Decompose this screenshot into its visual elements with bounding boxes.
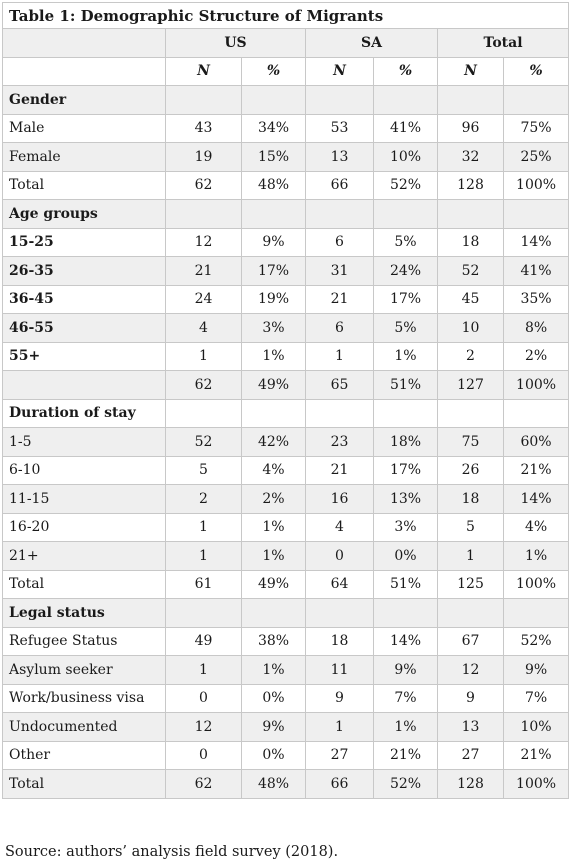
value-cell: 27: [306, 741, 374, 770]
value-cell: 35%: [504, 285, 569, 314]
row-label: Total: [3, 570, 166, 599]
empty-cell: [306, 399, 374, 428]
value-cell: 6: [306, 228, 374, 257]
empty-cell: [438, 86, 504, 115]
section-header-row: [3, 200, 569, 229]
value-cell: 23: [306, 428, 374, 457]
value-cell: 62: [166, 371, 242, 400]
empty-cell: [504, 86, 569, 115]
empty-cell: [306, 200, 374, 229]
subheader-cell: %: [504, 57, 569, 86]
value-cell: 13: [438, 713, 504, 742]
value-cell: 9%: [242, 228, 306, 257]
value-cell: 15%: [242, 143, 306, 172]
table-caption: Table 1: Demographic Structure of Migrants: [3, 3, 569, 29]
source-note: Source: authors’ analysis field survey (2018).: [5, 844, 339, 860]
empty-cell: [242, 86, 306, 115]
table-row: [3, 485, 569, 514]
value-cell: 75%: [504, 114, 569, 143]
value-cell: 24%: [374, 257, 438, 286]
table-row: [3, 656, 569, 685]
value-cell: 0%: [242, 684, 306, 713]
value-cell: 6: [306, 314, 374, 343]
section-title: Gender: [3, 86, 166, 115]
table-row: [3, 627, 569, 656]
row-label: Undocumented: [3, 713, 166, 742]
table-row: [3, 428, 569, 457]
section-header-row: [3, 399, 569, 428]
row-label: 1-5: [3, 428, 166, 457]
value-cell: 61: [166, 570, 242, 599]
value-cell: 51%: [374, 570, 438, 599]
value-cell: 127: [438, 371, 504, 400]
value-cell: 27: [438, 741, 504, 770]
value-cell: 100%: [504, 770, 569, 799]
value-cell: 1%: [374, 713, 438, 742]
empty-cell: [242, 399, 306, 428]
value-cell: 18: [438, 485, 504, 514]
row-label: 36-45: [3, 285, 166, 314]
value-cell: 128: [438, 770, 504, 799]
value-cell: 1%: [374, 342, 438, 371]
value-cell: 100%: [504, 371, 569, 400]
row-label: Refugee Status: [3, 627, 166, 656]
value-cell: 1: [166, 342, 242, 371]
row-label: 11-15: [3, 485, 166, 514]
value-cell: 67: [438, 627, 504, 656]
value-cell: 66: [306, 770, 374, 799]
value-cell: 3%: [242, 314, 306, 343]
value-cell: 43: [166, 114, 242, 143]
table-row: [3, 285, 569, 314]
row-label: 15-25: [3, 228, 166, 257]
value-cell: 5%: [374, 314, 438, 343]
value-cell: 9: [306, 684, 374, 713]
value-cell: 45: [438, 285, 504, 314]
value-cell: 10: [438, 314, 504, 343]
table-row: [3, 171, 569, 200]
value-cell: 26: [438, 456, 504, 485]
demographic-table: [2, 2, 569, 799]
table-row: [3, 342, 569, 371]
value-cell: 21%: [504, 456, 569, 485]
group-header-sa: SA: [306, 29, 438, 58]
value-cell: 9: [438, 684, 504, 713]
value-cell: 1%: [504, 542, 569, 571]
row-label: Total: [3, 770, 166, 799]
value-cell: 75: [438, 428, 504, 457]
empty-cell: [504, 200, 569, 229]
value-cell: 125: [438, 570, 504, 599]
row-label: 46-55: [3, 314, 166, 343]
value-cell: 1: [306, 713, 374, 742]
value-cell: 25%: [504, 143, 569, 172]
table-row: [3, 741, 569, 770]
value-cell: 14%: [374, 627, 438, 656]
value-cell: 21: [166, 257, 242, 286]
value-cell: 38%: [242, 627, 306, 656]
value-cell: 62: [166, 770, 242, 799]
row-label: Male: [3, 114, 166, 143]
value-cell: 52%: [374, 770, 438, 799]
table-row: [3, 371, 569, 400]
row-label: Asylum seeker: [3, 656, 166, 685]
subheader-cell: %: [242, 57, 306, 86]
row-label: 21+: [3, 542, 166, 571]
empty-header-cell: [3, 29, 166, 58]
empty-cell: [166, 86, 242, 115]
value-cell: 32: [438, 143, 504, 172]
table-row: [3, 513, 569, 542]
value-cell: 16: [306, 485, 374, 514]
value-cell: 2%: [242, 485, 306, 514]
value-cell: 48%: [242, 770, 306, 799]
value-cell: 31: [306, 257, 374, 286]
value-cell: 60%: [504, 428, 569, 457]
subheader-cell: N: [306, 57, 374, 86]
value-cell: 10%: [374, 143, 438, 172]
empty-cell: [306, 86, 374, 115]
value-cell: 7%: [374, 684, 438, 713]
value-cell: 1%: [242, 342, 306, 371]
empty-cell: [166, 200, 242, 229]
empty-cell: [438, 599, 504, 628]
row-label: 26-35: [3, 257, 166, 286]
value-cell: 17%: [374, 456, 438, 485]
row-label: 55+: [3, 342, 166, 371]
value-cell: 62: [166, 171, 242, 200]
value-cell: 1: [438, 542, 504, 571]
table-row: [3, 314, 569, 343]
value-cell: 1: [306, 342, 374, 371]
value-cell: 1: [166, 542, 242, 571]
table-row: [3, 542, 569, 571]
value-cell: 2: [166, 485, 242, 514]
value-cell: 4: [166, 314, 242, 343]
value-cell: 1: [166, 656, 242, 685]
value-cell: 13: [306, 143, 374, 172]
value-cell: 64: [306, 570, 374, 599]
empty-cell: [374, 599, 438, 628]
table-row: [3, 570, 569, 599]
table-caption-row: [3, 3, 569, 29]
value-cell: 14%: [504, 485, 569, 514]
document: [2, 2, 568, 860]
value-cell: 12: [438, 656, 504, 685]
empty-cell: [438, 399, 504, 428]
value-cell: 0: [166, 741, 242, 770]
empty-cell: [166, 599, 242, 628]
row-label: Female: [3, 143, 166, 172]
value-cell: 1: [166, 513, 242, 542]
row-label: Other: [3, 741, 166, 770]
empty-cell: [166, 399, 242, 428]
value-cell: 51%: [374, 371, 438, 400]
table-row: [3, 684, 569, 713]
value-cell: 3%: [374, 513, 438, 542]
row-label: Work/business visa: [3, 684, 166, 713]
row-label: 16-20: [3, 513, 166, 542]
value-cell: 1%: [242, 542, 306, 571]
group-header-row: [3, 29, 569, 58]
value-cell: 8%: [504, 314, 569, 343]
table-row: [3, 143, 569, 172]
value-cell: 42%: [242, 428, 306, 457]
value-cell: 9%: [374, 656, 438, 685]
subheader-cell: %: [374, 57, 438, 86]
empty-cell: [504, 599, 569, 628]
value-cell: 52%: [504, 627, 569, 656]
value-cell: 17%: [374, 285, 438, 314]
value-cell: 53: [306, 114, 374, 143]
value-cell: 49%: [242, 371, 306, 400]
value-cell: 52: [166, 428, 242, 457]
section-title: Duration of stay: [3, 399, 166, 428]
table-row: [3, 456, 569, 485]
value-cell: 19: [166, 143, 242, 172]
value-cell: 96: [438, 114, 504, 143]
value-cell: 7%: [504, 684, 569, 713]
value-cell: 0: [306, 542, 374, 571]
subheader-row: [3, 57, 569, 86]
value-cell: 21: [306, 456, 374, 485]
value-cell: 9%: [504, 656, 569, 685]
empty-cell: [374, 86, 438, 115]
value-cell: 12: [166, 228, 242, 257]
empty-cell: [504, 399, 569, 428]
table-row: [3, 713, 569, 742]
value-cell: 4: [306, 513, 374, 542]
value-cell: 1%: [242, 656, 306, 685]
value-cell: 1%: [242, 513, 306, 542]
empty-cell: [242, 599, 306, 628]
value-cell: 24: [166, 285, 242, 314]
table-row: [3, 257, 569, 286]
value-cell: 9%: [242, 713, 306, 742]
value-cell: 14%: [504, 228, 569, 257]
table-row: [3, 228, 569, 257]
subheader-cell: N: [166, 57, 242, 86]
group-header-us: US: [166, 29, 306, 58]
value-cell: 48%: [242, 171, 306, 200]
section-header-row: [3, 86, 569, 115]
row-label: [3, 371, 166, 400]
value-cell: 0: [166, 684, 242, 713]
group-header-total: Total: [438, 29, 569, 58]
value-cell: 12: [166, 713, 242, 742]
value-cell: 5%: [374, 228, 438, 257]
section-header-row: [3, 599, 569, 628]
value-cell: 100%: [504, 171, 569, 200]
value-cell: 13%: [374, 485, 438, 514]
value-cell: 0%: [374, 542, 438, 571]
value-cell: 34%: [242, 114, 306, 143]
value-cell: 49%: [242, 570, 306, 599]
subheader-cell: N: [438, 57, 504, 86]
value-cell: 4%: [242, 456, 306, 485]
empty-cell: [374, 200, 438, 229]
empty-cell: [242, 200, 306, 229]
value-cell: 52: [438, 257, 504, 286]
value-cell: 10%: [504, 713, 569, 742]
value-cell: 128: [438, 171, 504, 200]
value-cell: 65: [306, 371, 374, 400]
value-cell: 5: [166, 456, 242, 485]
value-cell: 100%: [504, 570, 569, 599]
empty-cell: [438, 200, 504, 229]
row-label: 6-10: [3, 456, 166, 485]
value-cell: 21%: [504, 741, 569, 770]
empty-subheader-cell: [3, 57, 166, 86]
value-cell: 21: [306, 285, 374, 314]
value-cell: 41%: [374, 114, 438, 143]
value-cell: 41%: [504, 257, 569, 286]
value-cell: 2: [438, 342, 504, 371]
empty-cell: [374, 399, 438, 428]
value-cell: 4%: [504, 513, 569, 542]
value-cell: 19%: [242, 285, 306, 314]
value-cell: 17%: [242, 257, 306, 286]
value-cell: 49: [166, 627, 242, 656]
empty-cell: [306, 599, 374, 628]
value-cell: 52%: [374, 171, 438, 200]
value-cell: 18: [306, 627, 374, 656]
table-row: [3, 770, 569, 799]
value-cell: 11: [306, 656, 374, 685]
value-cell: 5: [438, 513, 504, 542]
row-label: Total: [3, 171, 166, 200]
value-cell: 18: [438, 228, 504, 257]
value-cell: 2%: [504, 342, 569, 371]
section-title: Legal status: [3, 599, 166, 628]
table-row: [3, 114, 569, 143]
value-cell: 66: [306, 171, 374, 200]
section-title: Age groups: [3, 200, 166, 229]
value-cell: 0%: [242, 741, 306, 770]
value-cell: 21%: [374, 741, 438, 770]
value-cell: 18%: [374, 428, 438, 457]
